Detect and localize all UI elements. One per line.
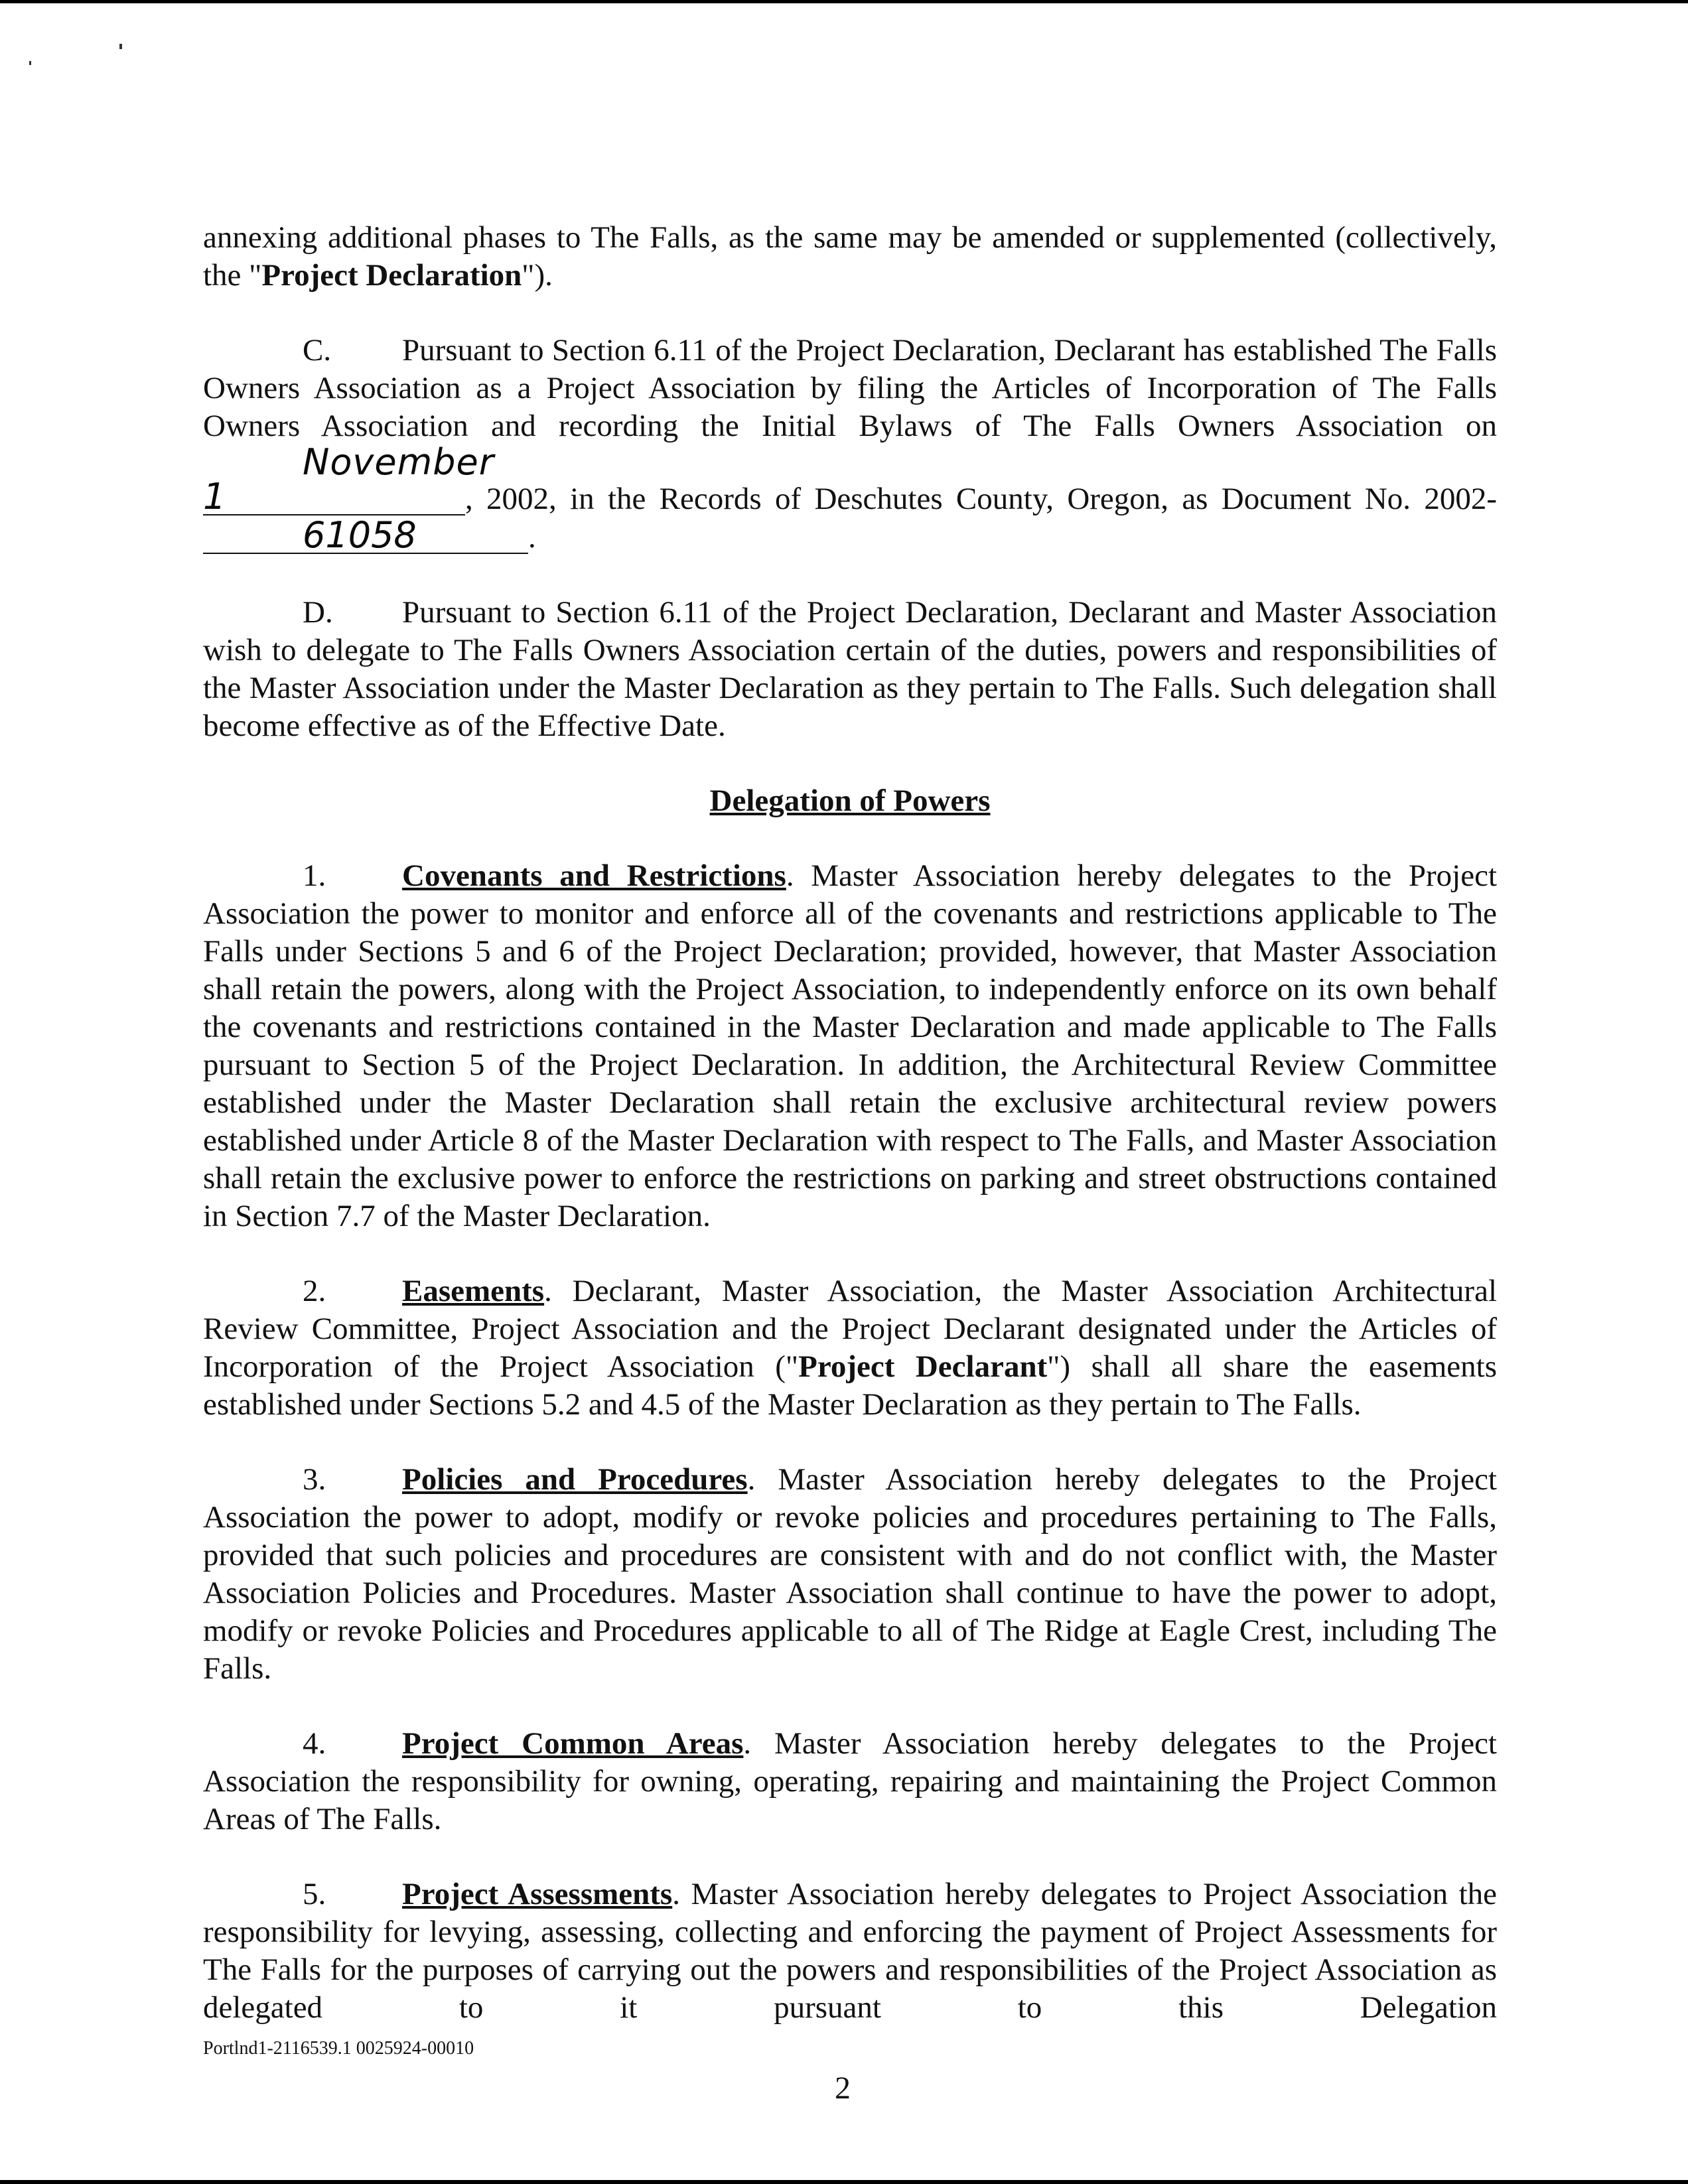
- scan-edge-top: [0, 0, 1688, 3]
- paragraph-caption: Project Common Areas: [402, 1726, 744, 1761]
- intro-paragraph: annexing additional phases to The Falls, as the same may be amended or supplemented (collectively, the "Project Declaration").: [203, 220, 1497, 293]
- recital-label: D.: [303, 595, 333, 630]
- scan-speck: [29, 61, 31, 65]
- paragraph-number: 3.: [303, 1462, 326, 1497]
- page-number: 2: [835, 2071, 851, 2106]
- numbered-paragraph-2: 2. Easements. Declarant, Master Association, the Master Association Architectural Review Committee, Project Association and the Project Declarant designated under the Articles of Incorporation of the Project Association ("Project Declarant") shall all share the easements established under Sections 5.2 and 4.5 of the Master Declaration as they pertain to The Falls.: [203, 1274, 1498, 1422]
- section-heading: Delegation of Powers: [709, 784, 991, 818]
- paragraph-caption: Easements: [402, 1274, 545, 1308]
- recital-d: D. Pursuant to Section 6.11 of the Project Declaration, Declarant and Master Association wish to delegate to The Falls Owners Association certain of the duties, powers and responsibilities of the Master Association under the Master Declaration as they pertain to The Falls. Such delegation shall become effective as of the Effective Date.: [203, 595, 1497, 743]
- scan-speck: [119, 44, 122, 49]
- paragraph-caption: Project Assessments: [402, 1877, 673, 1911]
- paragraph-number: 2.: [303, 1274, 326, 1308]
- paragraph-number: 4.: [303, 1726, 326, 1761]
- numbered-paragraph-4: 4. Project Common Areas. Master Association hereby delegates to the Project Association the responsibility for owning, operating, repairing and maintaining the Project Common Areas of The Falls.: [203, 1726, 1497, 1836]
- document-body: [203, 219, 1497, 2027]
- handwritten-date: November 1: [203, 441, 494, 517]
- footer-document-id: Portlnd1-2116539.1 0025924-00010: [203, 2038, 474, 2059]
- paragraph-number: 1.: [303, 858, 326, 893]
- numbered-paragraph-1: 1. Covenants and Restrictions. Master Association hereby delegates to the Project Association the power to monitor and enforce all of the covenants and restrictions applicable to The Falls under Sections 5 and 6 of the Project Declaration; provided, however, that Master Association shall retain the powers, along with the Project Association, to independently enforce on its own behalf the covenants and restrictions contained in the Master Declaration and made applicable to The Falls pursuant to Section 5 of the Project Declaration. In addition, the Architectural Review Committee established under the Master Declaration shall retain the exclusive architectural review powers established under Article 8 of the Master Declaration with respect to The Falls, and Master Association shall retain the exclusive power to enforce the restrictions on parking and street obstructions contained in Section 7.7 of the Master Declaration.: [203, 858, 1497, 1233]
- recital-c: C. Pursuant to Section 6.11 of the Project Declaration, Declarant has established The Falls Owners Association as a Project Association by filing the Articles of Incorporation of The Falls Owners Association and recording the Initial Bylaws of The Falls Owners Association on November 1 , 2002, in the Records of Deschutes County, Oregon, as Document No. 2002- 61058 .: [203, 333, 1497, 556]
- paragraph-number: 5.: [303, 1877, 326, 1911]
- defined-term: Project Declaration: [261, 258, 522, 293]
- defined-term: Project Declarant: [798, 1349, 1048, 1384]
- scan-edge-bottom: [0, 2180, 1688, 2184]
- paragraph-caption: Policies and Procedures: [402, 1462, 748, 1497]
- paragraph-caption: Covenants and Restrictions: [402, 858, 786, 893]
- numbered-paragraph-3: 3. Policies and Procedures. Master Association hereby delegates to the Project Association the power to adopt, modify or revoke policies and procedures pertaining to The Falls, provided that such policies and procedures are consistent with and do not conflict with, the Master Association Policies and Procedures. Master Association shall continue to have the power to adopt, modify or revoke Policies and Procedures applicable to all of The Ridge at Eagle Crest, including The Falls.: [203, 1462, 1497, 1686]
- handwritten-document-number: 61058: [203, 518, 528, 554]
- recital-label: C.: [303, 333, 332, 368]
- numbered-paragraph-5: 5. Project Assessments. Master Association hereby delegates to Project Association the responsibility for levying, assessing, collecting and enforcing the payment of Project Assessments for The Falls for the purposes of carrying out the powers and responsibilities of the Project Association as delegated to it pursuant to this Delegation: [203, 1877, 1497, 2025]
